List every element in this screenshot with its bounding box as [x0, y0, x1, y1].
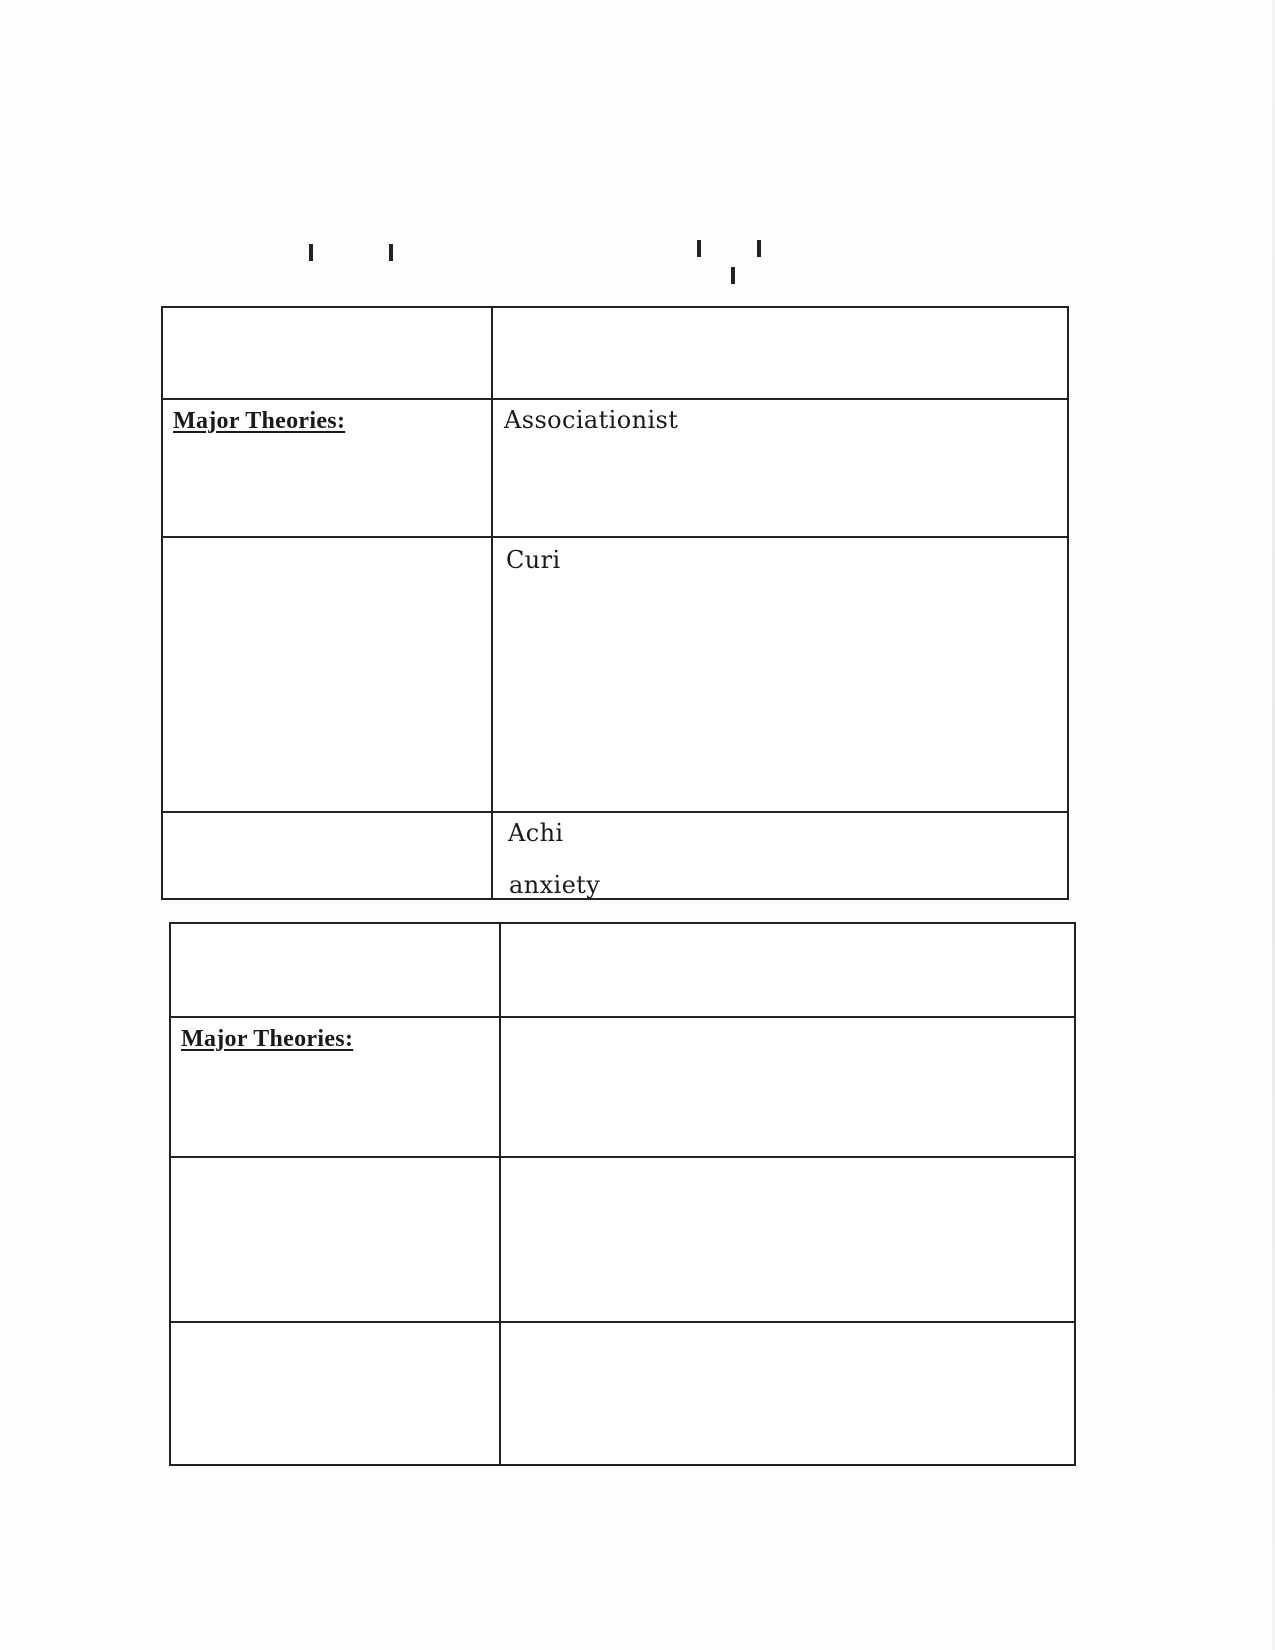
scan-mark: [757, 240, 761, 257]
scan-mark: [309, 244, 313, 261]
table-row: [171, 924, 1074, 1018]
scan-mark: [389, 244, 393, 261]
major-theories-label: Major Theories:: [173, 408, 346, 434]
table-row: [163, 400, 1067, 538]
table-row: [163, 813, 1067, 898]
theory-entry: anxiety: [509, 871, 601, 899]
worksheet-table-1: [161, 306, 1069, 900]
theory-entry: Curi: [506, 546, 561, 574]
table-row: [163, 538, 1067, 813]
table-row: [171, 1018, 1074, 1158]
table-row: [163, 308, 1067, 400]
major-theories-label: Major Theories:: [181, 1026, 354, 1052]
worksheet-table-2: [169, 922, 1076, 1466]
theory-entry: Associationist: [504, 406, 679, 434]
table-row: [171, 1158, 1074, 1323]
table-row: [171, 1323, 1074, 1464]
theory-entry: Achi: [508, 819, 564, 847]
scan-mark: [697, 240, 701, 257]
scan-mark: [731, 267, 735, 284]
